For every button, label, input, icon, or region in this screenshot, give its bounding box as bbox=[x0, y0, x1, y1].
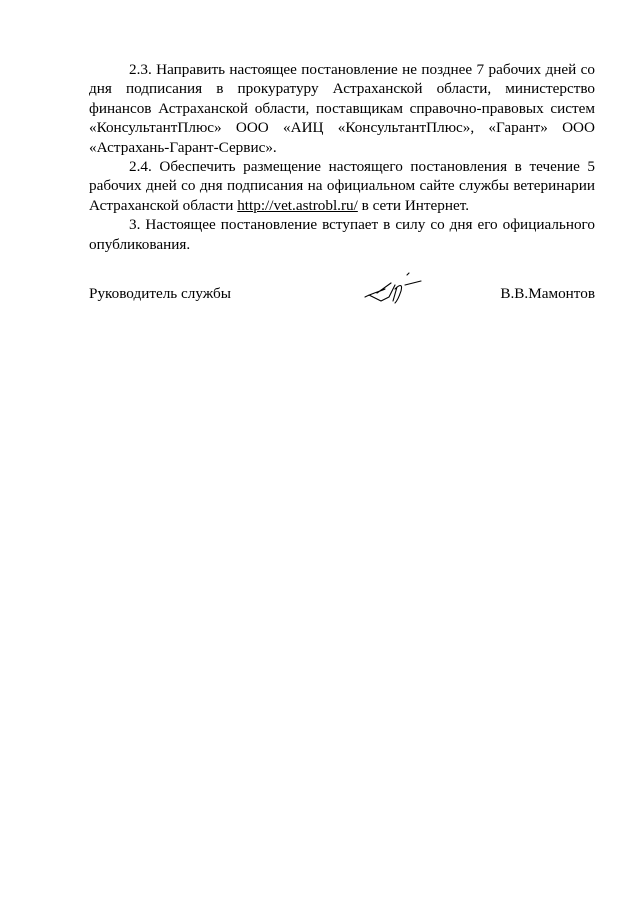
paragraph-2-4 bbox=[89, 157, 595, 215]
website-link[interactable]: http://vet.astrobl.ru/ bbox=[237, 196, 358, 214]
paragraph-3: 3. Настоящее постановление вступает в силу со дня его официального опубликования. bbox=[89, 216, 595, 253]
paragraph-2-4-text-before: 2.4. Обеспечить размещение настоящего постановления в течение 5 рабочих дней со дня подписания на официальном сайте службы ветеринарии Астраханской области bbox=[89, 158, 595, 214]
paragraph-2-3: 2.3. Направить настоящее постановление не позднее 7 рабочих дней со дня подписания в прокуратуру Астраханской области, министерство финансов Астраханской области, поставщикам справочно-правовых систем «КонсультантПлюс» ООО «АИЦ «КонсультантПлюс», «Гарант» ООО «Астрахань-Гарант-Сервис». bbox=[89, 61, 595, 156]
handwritten-signature bbox=[359, 271, 439, 311]
signatory-name: В.В.Мамонтов bbox=[500, 285, 595, 302]
signature-block bbox=[89, 285, 595, 313]
paragraph-2-4-text-after: в сети Интернет. bbox=[357, 196, 470, 214]
document-body bbox=[89, 60, 595, 254]
signatory-title: Руководитель службы bbox=[89, 285, 231, 302]
